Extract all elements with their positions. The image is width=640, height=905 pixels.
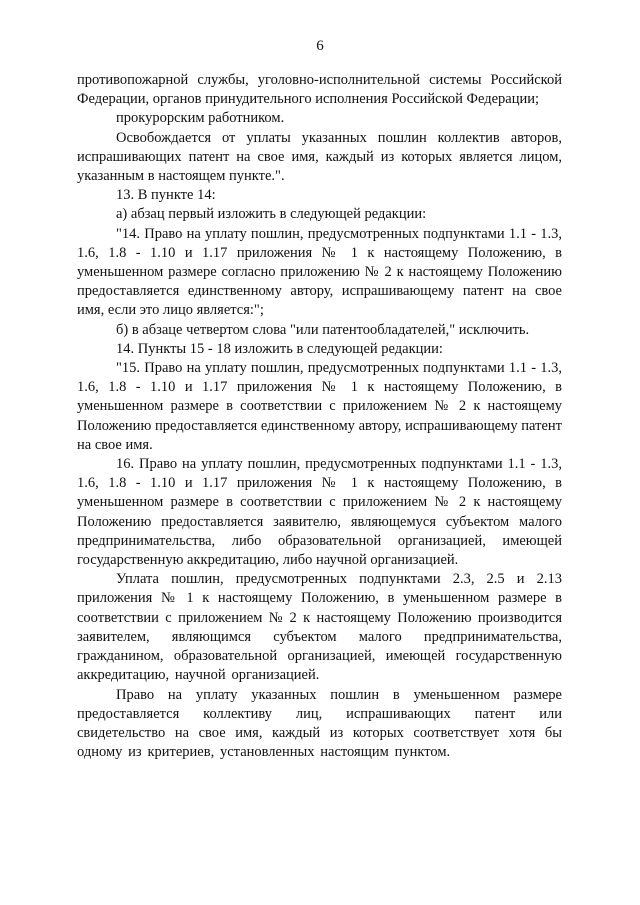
paragraph-continuation: противопожарной службы, уголовно-исполнительной системы Российской Федерации, органов принудительного исполнения Российской Федерации;: [77, 72, 562, 108]
paragraph-prosecutor: прокурорским работником.: [116, 110, 285, 127]
paragraph-item-13: 13. В пункте 14:: [116, 187, 216, 204]
paragraph-item-13-a: а) абзац первый изложить в следующей редакции:: [116, 206, 427, 223]
paragraph-item-14: 14. Пункты 15 - 18 изложить в следующей редакции:: [116, 340, 443, 357]
paragraph-exemption: Освобождается от уплаты указанных пошлин коллектив авторов, испрашивающих патент на свое имя, каждый из которых является лицом, указанным в настоящем пункте.".: [77, 129, 562, 185]
paragraph-fee-payment: Уплата пошлин, предусмотренных подпунктами 2.3, 2.5 и 2.13 приложения № 1 к настоящему Положению, в уменьшенном размере в соответствии с приложением № 2 к настоящему Положению производится заявителем, являющимся субъектом малого предпринимательства, гражданином, образовательной организацией, имеющей государственную аккредитацию, научной организацией.: [77, 571, 562, 684]
document-body: [77, 71, 562, 762]
paragraph-point-14: "14. Право на уплату пошлин, предусмотренных подпунктами 1.1 - 1.3, 1.6, 1.8 - 1.10 и 1.17 приложения № 1 к настоящему Положению, в уменьшенном размере согласно приложению № 2 к настоящему Положению предоставляется единственному автору, испрашивающему патент на свое имя, если это лицо является:";: [77, 225, 562, 319]
paragraph-point-16: 16. Право на уплату пошлин, предусмотренных подпунктами 1.1 - 1.3, 1.6, 1.8 - 1.10 и 1.17 приложения № 1 к настоящему Положению, в уменьшенном размере в соответствии с приложением № 2 к настоящему Положению предоставляется заявителю, являющемуся субъектом малого предпринимательства, либо образовательной организацией, имеющей государственную аккредитацию, либо научной организацией.: [77, 456, 562, 569]
paragraph-item-13-b: б) в абзаце четвертом слова "или патентообладателей," исключить.: [116, 321, 530, 338]
paragraph-point-15: "15. Право на уплату пошлин, предусмотренных подпунктами 1.1 - 1.3, 1.6, 1.8 - 1.10 и 1.17 приложения № 1 к настоящему Положению, в уменьшенном размере в соответствии с приложением № 2 к настоящему Положению предоставляется единственному автору, испрашивающему патент на свое имя.: [77, 360, 562, 453]
paragraph-collective: Право на уплату указанных пошлин в уменьшенном размере предоставляется коллективу лиц, испрашивающих патент или свидетельство на свое имя, каждый из которых соответствует хотя бы одному из критериев, установленных настоящим пунктом.: [77, 686, 562, 761]
page-number: 6: [316, 38, 324, 54]
